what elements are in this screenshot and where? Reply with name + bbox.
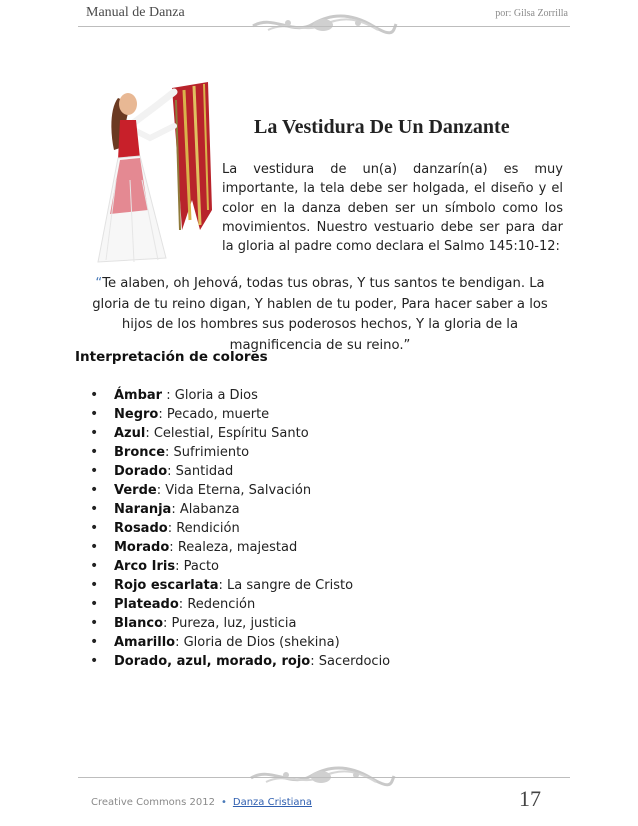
list-item: • Verde: Vida Eterna, Salvación — [90, 481, 390, 500]
color-meaning: Sacerdocio — [318, 654, 391, 669]
color-name: Arco Iris — [114, 559, 176, 574]
list-item: • Ámbar : Gloria a Dios — [90, 386, 390, 405]
psalm-quote — [75, 274, 565, 356]
list-item: • Rojo escarlata: La sangre de Cristo — [90, 576, 390, 595]
list-item: • Arco Iris: Pacto — [90, 557, 390, 576]
list-item: • Azul: Celestial, Espíritu Santo — [90, 424, 390, 443]
color-name: Dorado — [114, 464, 168, 479]
color-meaning: Redención — [187, 597, 256, 612]
color-name: Azul — [114, 426, 146, 441]
list-item: • Morado: Realeza, majestad — [90, 538, 390, 557]
article-title: La Vestidura De Un Danzante — [254, 116, 510, 138]
color-name: Morado — [114, 540, 170, 555]
list-item: • Plateado: Redención — [90, 595, 390, 614]
header-divider — [78, 26, 570, 27]
color-name: Rojo escarlata — [114, 578, 219, 593]
color-name: Negro — [114, 407, 159, 422]
list-item: • Dorado, azul, morado, rojo: Sacerdocio — [90, 652, 390, 671]
color-meaning: Pacto — [183, 559, 220, 574]
color-meaning-list — [90, 386, 390, 671]
color-name: Plateado — [114, 597, 179, 612]
footer-credits — [91, 797, 312, 808]
color-meaning: Realeza, majestad — [177, 540, 298, 555]
list-item: • Rosado: Rendición — [90, 519, 390, 538]
list-item: • Negro: Pecado, muerte — [90, 405, 390, 424]
list-item: • Blanco: Pureza, luz, justicia — [90, 614, 390, 633]
color-meaning: Gloria de Dios (shekina) — [183, 635, 340, 650]
list-item: • Naranja: Alabanza — [90, 500, 390, 519]
header-title: Manual de Danza — [86, 5, 185, 20]
color-meaning: Celestial, Espíritu Santo — [153, 426, 309, 441]
color-name: Dorado, azul, morado, rojo — [114, 654, 311, 669]
dancer-illustration — [96, 80, 216, 270]
list-item: • Dorado: Santidad — [90, 462, 390, 481]
bullet-separator: • — [220, 797, 227, 808]
color-meaning: Sufrimiento — [173, 445, 250, 460]
color-name: Bronce — [114, 445, 166, 460]
header-author: por: Gilsa Zorrilla — [495, 8, 568, 19]
color-meaning: Alabanza — [179, 502, 240, 517]
quote-open-mark: “ — [95, 276, 103, 291]
color-meaning: La sangre de Cristo — [227, 578, 354, 593]
color-meaning: Pecado, muerte — [166, 407, 270, 422]
intro-paragraph: La vestidura de un(a) danzarín(a) es muy importante, la tela debe ser holgada, el diseño y el color en la danza deben ser un símbolo como los movimientos. Nuestro vestuario debe ser para dar la gloria al padre como declara el Salmo 145:10-12: — [222, 162, 563, 255]
list-item: • Amarillo: Gloria de Dios (shekina) — [90, 633, 390, 652]
color-meaning: Gloria a Dios — [174, 388, 258, 403]
color-meaning: Pureza, luz, justicia — [171, 616, 297, 631]
color-name: Verde — [114, 483, 157, 498]
footer-divider — [78, 777, 570, 778]
ornament-divider-icon — [248, 12, 398, 38]
footer-link[interactable]: Danza Cristiana — [232, 797, 312, 808]
color-meaning: Santidad — [175, 464, 234, 479]
quote-text: Te alaben, oh Jehová, todas tus obras, Y tus santos te bendigan. La gloria de tu reino digan, Y hablen de tu poder, Para hacer saber a los hijos de los hombres sus poderosos hechos, Y la gloria de la magnificencia de su reino.” — [92, 276, 548, 353]
color-name: Ámbar — [114, 388, 163, 403]
color-name: Blanco — [114, 616, 164, 631]
color-meaning: Vida Eterna, Salvación — [165, 483, 312, 498]
color-name: Rosado — [114, 521, 168, 536]
color-meaning: Rendición — [176, 521, 240, 536]
color-name: Amarillo — [114, 635, 176, 650]
colors-heading: Interpretación de colores — [75, 349, 268, 365]
list-item: • Bronce: Sufrimiento — [90, 443, 390, 462]
license-text: Creative Commons 2012 — [91, 797, 215, 808]
page-number: 17 — [519, 786, 541, 811]
color-name: Naranja — [114, 502, 172, 517]
